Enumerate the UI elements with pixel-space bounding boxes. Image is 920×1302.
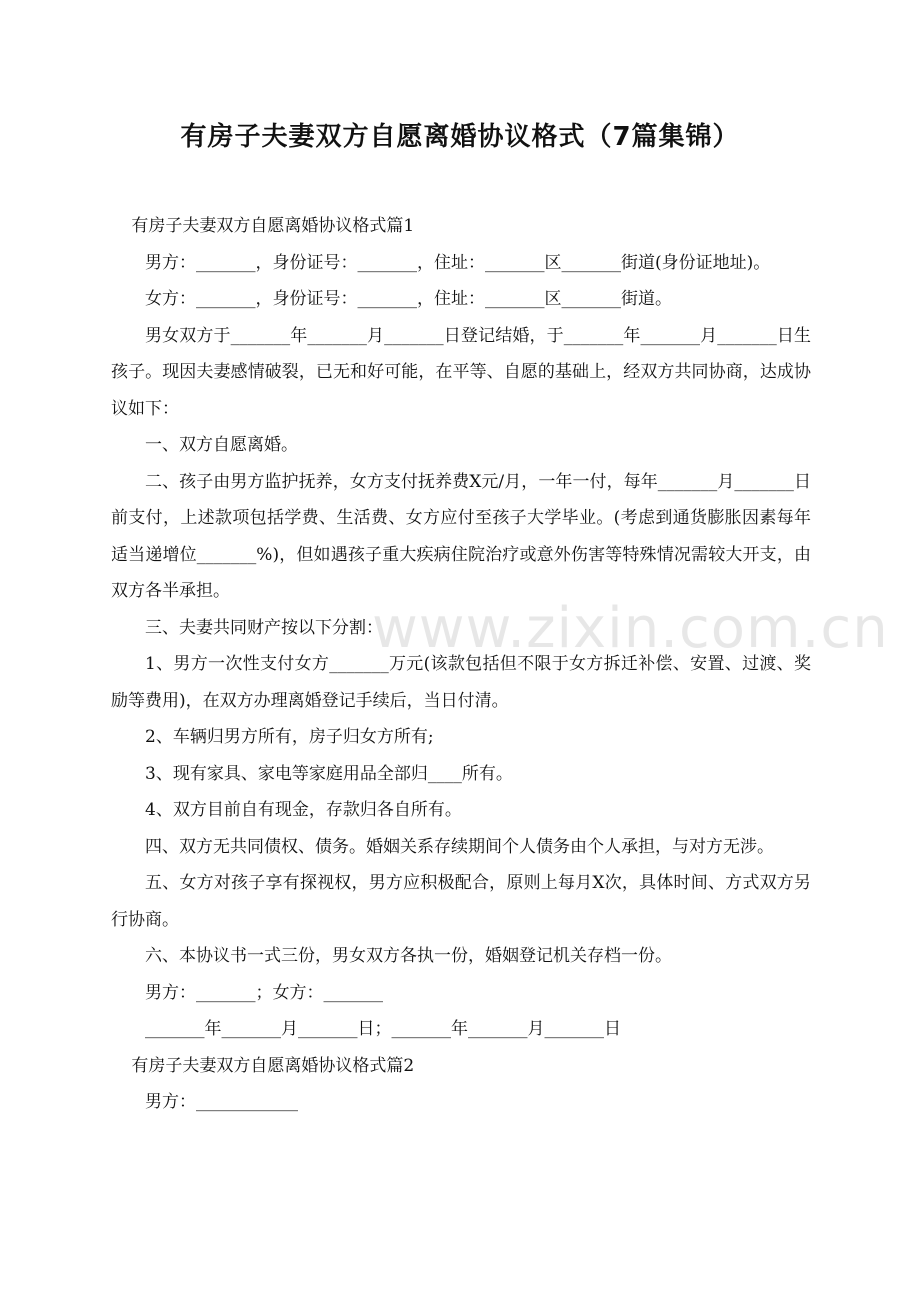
- paragraph-male-info: 男方：_______，身份证号：_______，住址：_______区_______街道(身份证地址)。: [145, 252, 771, 273]
- paragraph-female-info: 女方：_______，身份证号：_______，住址：_______区_______街道。: [145, 289, 672, 309]
- clause-6: 六、本协议书一式三份，男女双方各执一份，婚姻登记机关存档一份。: [145, 946, 672, 966]
- signature-line: 男方：_______；女方：_______: [145, 982, 383, 1003]
- clause-3-item-3: 3、现有家具、家电等家庭用品全部归____所有。: [145, 763, 513, 784]
- document-title: 有房子夫妻双方自愿离婚协议格式（7篇集锦）: [180, 122, 740, 152]
- section-heading-2: 有房子夫妻双方自愿离婚协议格式篇2: [131, 1055, 415, 1076]
- section-heading-1: 有房子夫妻双方自愿离婚协议格式篇1: [131, 216, 415, 236]
- clause-3-item-2: 2、车辆归男方所有，房子归女方所有;: [145, 727, 434, 747]
- date-line: _______年_______月_______日；_______年_______月_______日: [145, 1019, 621, 1039]
- clause-1: 一、双方自愿离婚。: [145, 435, 298, 455]
- clause-3-item-4: 4、双方目前自有现金，存款归各自所有。: [145, 800, 462, 820]
- paragraph-marriage-info: 男女双方于_______年_______月_______日登记结婚，于_______年_______月_______日生孩子。现因夫妻感情破裂，已无和好可能，在平等、自愿的基础上，经双方共同协商，达成协议如下：: [111, 325, 811, 419]
- paragraph-male-info-2: 男方：____________: [145, 1092, 298, 1112]
- watermark: www.zixin.com.cn: [372, 596, 889, 661]
- clause-3: 三、夫妻共同财产按以下分割：: [145, 617, 383, 638]
- clause-4: 四、双方无共同债权、债务。婚姻关系存续期间个人债务由个人承担，与对方无涉。: [145, 836, 774, 857]
- clause-2: 二、孩子由男方监护抚养，女方支付抚养费X元/月，一年一付，每年_______月_______日前支付，上述款项包括学费、生活费、女方应付至孩子大学毕业。(考虑到通货膨胀因素每年适当递增位_______%)，但如遇孩子重大疾病住院治疗或意外伤害等特殊情况需较大开支，由双方各半承担。: [111, 471, 811, 601]
- clause-3-item-1: 1、男方一次性支付女方_______万元(该款包括但不限于女方拆迁补偿、安置、过渡、奖励等费用)，在双方办理离婚登记手续后，当日付清。: [111, 654, 811, 711]
- document-body: [111, 208, 811, 1121]
- clause-5: 五、女方对孩子享有探视权，男方应积极配合，原则上每月X次，具体时间、方式双方另行协商。: [111, 873, 811, 930]
